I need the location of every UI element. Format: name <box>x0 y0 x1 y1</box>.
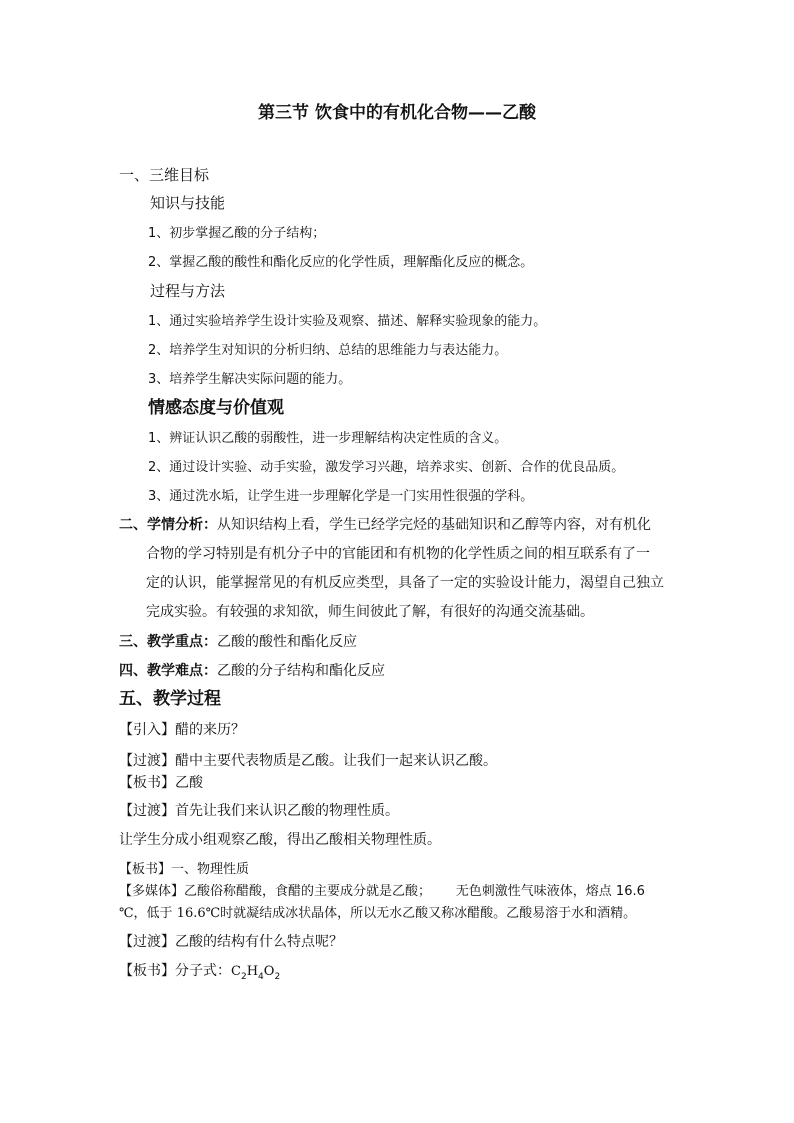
emotion-item-3: 3、通过洗水垢，让学生进一步理解化学是一门实用性很强的学科。 <box>148 489 534 504</box>
process-item-1: 1、通过实验培养学生设计实验及观察、描述、解释实验现象的能力。 <box>148 314 547 329</box>
process-line-8: ℃，低于 16.6℃时就凝结成冰状晶体，所以无水乙酸又称冰醋酸。乙酸易溶于水和酒精。 <box>119 906 637 921</box>
learning-analysis-line-1 <box>119 516 651 534</box>
difficult-point-label: 四、教学难点： <box>119 663 217 679</box>
knowledge-item-1: 1、初步掌握乙酸的分子结构； <box>148 226 326 241</box>
learning-analysis-text: 从知识结构上看，学生已经学完烃的基础知识和乙醇等内容，对有机化 <box>217 517 651 533</box>
process-item-2: 2、培养学生对知识的分析归纳、总结的思维能力与表达能力。 <box>148 343 508 358</box>
formula-o: O <box>263 964 275 979</box>
process-line-9: 【过渡】乙酸的结构有什么特点呢？ <box>119 934 343 950</box>
process-line-4: 【过渡】首先让我们来认识乙酸的物理性质。 <box>119 803 399 819</box>
learning-analysis-line-3: 定的认识，能掌握常见的有机反应类型，具备了一定的实验设计能力，渴望自己独立 <box>146 575 664 591</box>
formula-prefix: 【板书】分子式： <box>119 963 231 979</box>
difficult-point <box>119 662 385 680</box>
process-item-3: 3、培养学生解决实际问题的能力。 <box>148 372 352 387</box>
process-heading: 过程与方法 <box>150 282 226 300</box>
knowledge-item-2: 2、掌握乙酸的酸性和酯化反应的化学性质，理解酯化反应的概念。 <box>148 255 534 270</box>
formula-o-count: 2 <box>274 971 281 982</box>
process-line-5: 让学生分成小组观察乙酸，得出乙酸相关物理性质。 <box>119 832 441 848</box>
key-point-label: 三、教学重点： <box>119 634 217 650</box>
formula-c-count: 2 <box>240 971 247 982</box>
key-point <box>119 633 357 651</box>
process-line-3: 【板书】乙酸 <box>119 775 203 791</box>
section-1-heading: 一、三维目标 <box>119 166 210 184</box>
learning-analysis-line-4: 完成实验。有较强的求知欲，师生间彼此了解，有很好的沟通交流基础。 <box>146 604 594 620</box>
difficult-point-text: 乙酸的分子结构和酯化反应 <box>217 663 385 679</box>
section-5-heading: 五、教学过程 <box>119 689 221 709</box>
process-line-2: 【过渡】醋中主要代表物质是乙酸。让我们一起来认识乙酸。 <box>119 753 497 769</box>
page-title: 第三节 饮食中的有机化合物——乙酸 <box>258 103 536 123</box>
process-line-1: 【引入】醋的来历？ <box>119 722 245 738</box>
key-point-text: 乙酸的酸性和酯化反应 <box>217 634 357 650</box>
formula-h-count: 4 <box>258 971 264 982</box>
emotion-item-1: 1、辨证认识乙酸的弱酸性，进一步理解结构决定性质的含义。 <box>148 431 508 446</box>
formula-c: C <box>231 964 241 979</box>
process-line-6: 【板书】一、物理性质 <box>119 862 250 877</box>
molecular-formula-line <box>119 962 280 986</box>
learning-analysis-label: 二、学情分析： <box>119 517 217 533</box>
emotion-item-2: 2、通过设计实验、动手实验，激发学习兴趣，培养求实、创新、合作的优良品质。 <box>148 460 625 475</box>
learning-analysis-line-2: 合物的学习特别是有机分子中的官能团和有机物的化学性质之间的相互联系有了一 <box>146 546 650 562</box>
emotion-heading: 情感态度与价值观 <box>148 398 284 418</box>
process-line-7: 【多媒体】乙酸俗称醋酸，食醋的主要成分就是乙酸； 无色刺激性气味液体，熔点 16.6 <box>119 884 645 899</box>
formula-h: H <box>246 964 259 979</box>
knowledge-heading: 知识与技能 <box>150 194 226 212</box>
